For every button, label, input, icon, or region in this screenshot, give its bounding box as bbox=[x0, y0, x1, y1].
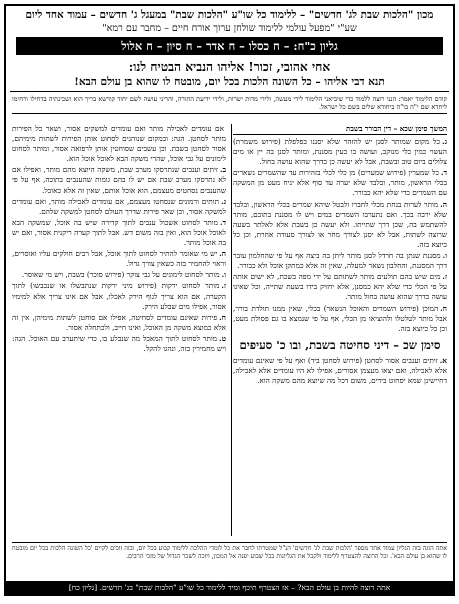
paragraph-number: ד. bbox=[440, 168, 447, 178]
paragraph-number: ט. bbox=[219, 333, 226, 343]
right-paragraphs bbox=[233, 137, 447, 334]
paragraph-text: תותים ורמונים שנסחטו מעצמם, אם עומדים לאכילה מותר, ואם עומדים למשקה אסור, וכן שאר פירות שדרך העולם לסחטן למשקה שלהם. bbox=[12, 196, 226, 216]
paragraph-number: ה. bbox=[219, 249, 226, 259]
paragraph bbox=[12, 218, 226, 248]
paragraph bbox=[233, 137, 447, 167]
paragraph-text: פירות שאינם עומדים לסחיטה, אפילו אם סוחטן לשתות מימיהן, אין זה אלא כמוצא משקה מן האוכל, ואינו חייב, ולכתחלה אסור. bbox=[12, 312, 226, 332]
opening-prayer: קודם הלימוד יאמר: הנני רוצה ללמוד כדי שיביאני הלימוד לידי מעשה, ולידי מדות ישרות, ולידי ידיעת התורה, והריני עושה לשם יחוד קודשא בריך הוא ושכינתיה בדחילו ורחימו ליחדא שם י"ה בו"ה ביחודא שלים בשם כל ישראל. bbox=[12, 95, 447, 114]
footer-bar: אתה רוצה להיות בן עולם הבא? – אז הצטרף תיכף ומיד ללימוד כל שו"ע "הלכות שבת" בג' חדשים. [גליון כח] bbox=[6, 581, 453, 594]
paragraph-text: מסננת שנתן בה חרדל לסנן מותר ליתן בה ביצה אף על פי שהחלמון עובר דרך המסננת, והחלבון נשאר למעלה, שאין זה אלא כמתקן אוכל ולא כבורר. bbox=[233, 251, 447, 271]
paragraph-text: מותר לסחוט אשכול ענבים לתוך קדירה שיש בה אוכל, שמשקה הבא לאוכל אוכל הוא, ואין בזה משום דש. אבל לתוך קערה ריקנית אסור, ואם יש בה אוכל מותר. bbox=[12, 217, 226, 248]
paragraph-number: ב. bbox=[219, 165, 226, 175]
paragraph-number: ו. bbox=[221, 270, 226, 280]
lead-headline: אחי אהובי, זכור! אליהו הנביא הבטיח לנו: bbox=[128, 60, 331, 74]
paragraph bbox=[233, 168, 447, 198]
paragraph-number: ז. bbox=[221, 281, 226, 291]
paragraph-text: אם עומדים לאכילה מותר ואם עומדים למשקים אסור, ושאר כל הפירות מותר לסחטן. הגה: ובמקום שנוהגים לסחוט אותן הפירות לשתות מימיהם, אסור לסחטן בשבת. וכן עשבים שסוחטין אותן לרפואה אסור, ומותר לסחוט לימונים על גבי אוכל, שהרי משקה הבא לאוכל אוכל הוא. bbox=[12, 124, 226, 164]
paragraph bbox=[233, 200, 447, 250]
paragraph bbox=[12, 334, 226, 354]
paragraph-number: א. bbox=[439, 355, 447, 365]
masthead-title: מכון "הלכות שבת לג' חדשים" – ללימוד כל שו"ע "הלכות שבת" במעגל ג' חדשים – עמוד אחד ליום bbox=[25, 9, 434, 21]
right-column bbox=[233, 124, 447, 536]
paragraph-text: כל מקום שמותר לסנן יש להזהר שלא יסננו בפלפלת (פירוש משמרת) העשוי כמין כלי מנוקב, ועושה בו כעין מסננת, ומותר לסנן בה יין או מים צלולים ביום טוב ובשבת, אבל לא יעשה כן כדרך שהוא עושה בחול. bbox=[233, 137, 447, 167]
siman-title: סימן שכ – דיני סחיטה בשבת, ובו כ' סעיפים bbox=[239, 337, 441, 352]
paragraph-text: המוכן (פירוש השמרים והאוכל הנשאר) בכלי, שאין ממנו תולדת בורר, אבל מותר לטלטלו ולהוציאו מן הכלי, אף על פי שנמצא בו גם פסולת מעט, וכן כל כיוצא בזה. bbox=[233, 303, 447, 333]
newsletter-page bbox=[4, 4, 455, 596]
paragraph bbox=[12, 124, 226, 164]
paragraph-text: זיתים וענבים שנתרסקו מערב שבת, משקה היוצא מהם מותר, ואפילו אם לא נתרסקו מערב שבת אם יש לו בהם גומות שהענבים בתוכה, אף על פי שהענבים נסחטים מעצמם, הוא אוכל אותם, שאין זה אלא כאוכל. bbox=[12, 165, 226, 195]
paragraph-text: מים שיש בהם תולעים מותר לשתותם על ידי מפה בשבת, לא ישים אותה על פי הכלי כדי שלא יהא כמסנן, אלא יחזיק בידו בשעת שתייה, וכל שאינו עושה כדרך שהוא עושה בחול מותר. bbox=[233, 272, 447, 302]
paragraph-number: ז. bbox=[442, 272, 447, 282]
paragraph bbox=[12, 270, 226, 280]
paragraph bbox=[12, 281, 226, 311]
paragraph-number: ח. bbox=[440, 303, 447, 313]
paragraph-number: ד. bbox=[219, 217, 226, 227]
section-title: המשך סימן שכא – דין הבורר בשבת bbox=[233, 124, 447, 135]
paragraph-number: ו. bbox=[442, 251, 447, 261]
paragraph bbox=[12, 197, 226, 217]
paragraph-text: מותר לסחוט לימונים על גבי צוקר (פירוש סוכר) בשבת, ויש מי שאוסר. bbox=[21, 270, 220, 280]
paragraph-text: זיתים וענבים אסור לסחטן (פירוש לסחטן ביד) ואף על פי שאינם עומדים אלא לאכילה, ואם יצאו מעצמן אסורים, אפילו לא היו עומדים אלא לאכילה, דחיישינן שמא יסחוט בידים, משום דכל מה שיוצא מהם משקה הוא. bbox=[233, 355, 447, 385]
paragraph-text: מותר לערות בנחת מכלי לחברו ולבטל שיהא שמרים בכלי הראשון, ובלבד שלא ירבה בכך. ואם נתערבו השמרים במים ויש לו מסננת בתוכם, מותר להשתמש בה, שכן דרך שתייתו. ולא יעשה כן בשבת אלא לאלתר בשעה שרוצה לשתות, אבל לא יסנן לצורך מחר או לצורך סעודה אחרת, וכן כל כיוצא בזה. bbox=[233, 199, 447, 249]
siman-paragraph bbox=[233, 356, 447, 386]
paragraph-number: ג. bbox=[221, 196, 226, 206]
left-paragraphs bbox=[12, 124, 226, 354]
paragraph bbox=[233, 304, 447, 334]
paragraph bbox=[12, 249, 226, 269]
paragraph-text: מותר לסחוט לתוך המאכל מה שנבלע בו, כדי שיתערב עם האוכל. הגה: ויש מחמירין בזה, ונהגו להקל. bbox=[12, 333, 226, 353]
paragraph-text: יש מי שאומר להתיר לסחוט לתוך אוכל, אבל רבים חולקים עליו ואוסרים, וראוי להחמיר בזה כשאין צורך גדול. bbox=[12, 249, 226, 269]
paragraph-number: ג. bbox=[442, 137, 447, 146]
issue-date-bar: גליון כ"ח: – ח כסלו – ח אדר – ח סיון – ח אלול bbox=[16, 37, 443, 55]
paragraph-text: כל שמערין (פירוש שמערים) מן כלי לכלי בזהירות עד שהשמרים נשארים בכלי הראשון, מותר, ובלבד שלא יערה עד סוף אלא יניח מעט מן המשקה עם השמרים כדי שלא יהא כבורר. bbox=[233, 168, 447, 198]
lead-subheadline: תנא דבי אליהו – כל השונה הלכות בכל יום, מובטח לו שהוא בן עולם הבא! bbox=[10, 75, 449, 92]
paragraph bbox=[233, 272, 447, 302]
paragraph bbox=[12, 165, 226, 195]
column-divider bbox=[231, 124, 232, 536]
paragraph bbox=[233, 251, 447, 271]
paragraph-number: ה. bbox=[440, 199, 447, 209]
footer-note: אתה הוגה בזה הגליון עמוד אחד מספר 'הלכות שבת לג' חדשים' הנ"ל שמטרתו לחבר את כל לומדי ההלכה ללימוד קבוע בכל יום, ובזה זוכים לקיים 'כל השונה הלכות בכל יום מובטח לו שהוא בן עולם הבא'. וכל הרוצה להצטרף ללימוד ולקבל את הגליונות בכל שבוע יפנה אל המכון, ויזכה לשכר הגדול של מזכי הרבים. bbox=[12, 542, 447, 561]
paragraph-text: מותר לסחוט ירקות (פירוש מיני ירקות שנתבשלו או שנכבשו) לתוך הקערה, אם הוא צריך לגוף הירק לאכלו, אבל אם אינו צריך אלא למימיו אסור, אפילו מים שבלע הירק. bbox=[12, 281, 226, 311]
left-column bbox=[12, 124, 226, 536]
paragraph bbox=[12, 313, 226, 333]
masthead-subtitle: שע"י "מפעל עולמי ללימוד שולחן ערוך אורח חיים – מחבר עם רמא" bbox=[102, 23, 357, 34]
paragraph-number: ח. bbox=[219, 312, 226, 322]
